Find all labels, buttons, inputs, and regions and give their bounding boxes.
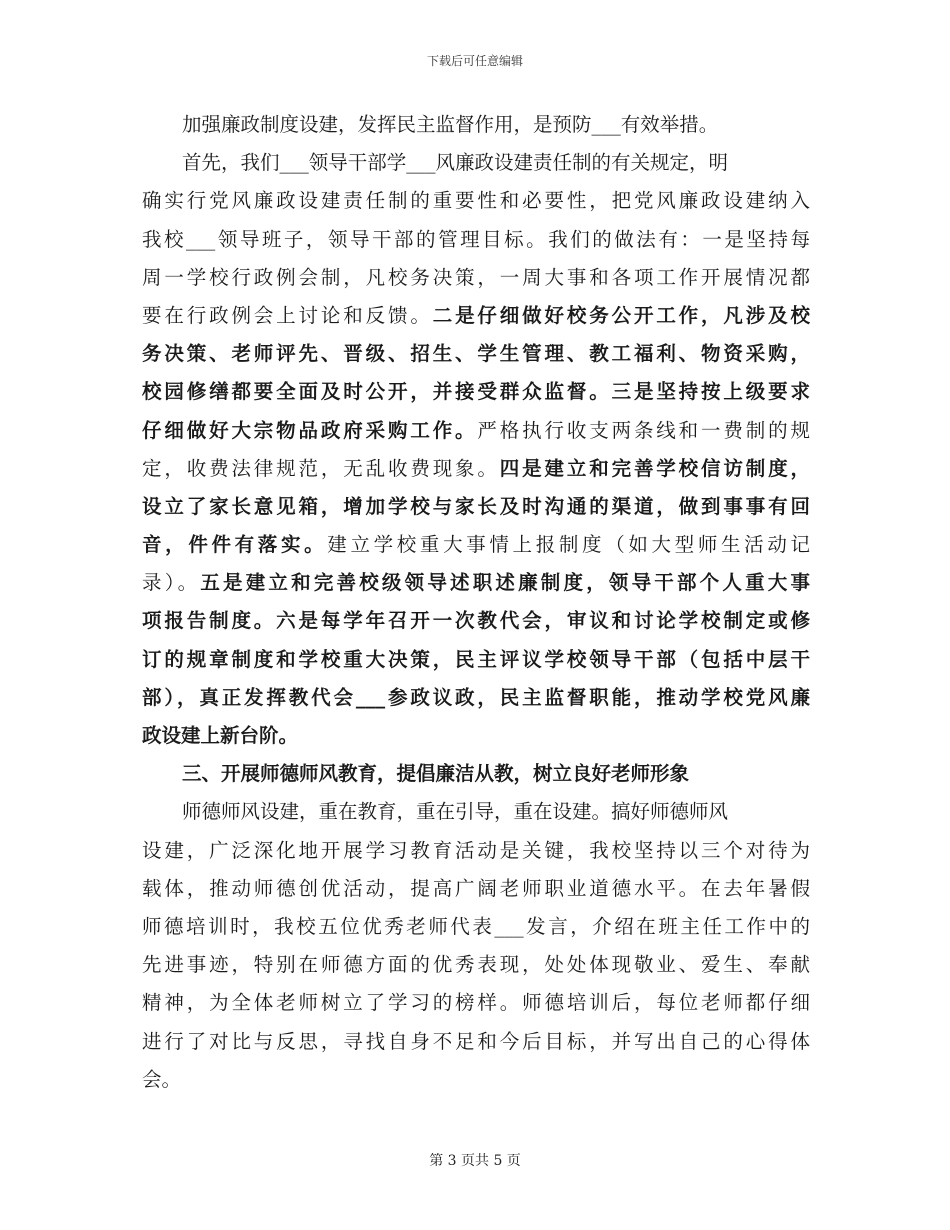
- text-line: 设立了家长意见箱，增加学校与家长及时沟通的渠道，做到事事有回: [142, 494, 810, 518]
- text-line: 确实行党风廉政设建责任制的重要性和必要性，把党风廉政设建纳入: [142, 189, 810, 213]
- text-line: 师德师风设建，重在教育，重在引导，重在设建。搞好师德师风: [182, 800, 729, 824]
- text-line: 会。: [142, 1067, 182, 1091]
- text-line: 周一学校行政例会制，凡校务决策，一周大事和各项工作开展情况都: [142, 265, 810, 289]
- bold-text-segment: 仔细做好大宗物品政府采购工作。: [142, 418, 478, 442]
- text-line: 首先，我们___领导干部学___风廉政设建责任制的有关规定，明: [182, 151, 729, 175]
- text-line: 进行了对比与反思，寻找自身不足和今后目标，并写出自己的心得体: [142, 1029, 810, 1053]
- text-line: 精神，为全体老师树立了学习的榜样。师德培训后，每位老师都仔细: [142, 991, 810, 1015]
- page-number: 第 3 页共 5 页: [429, 1153, 521, 1169]
- bold-text-segment: 二是仔细做好校务公开工作，凡涉及校: [432, 303, 810, 327]
- text-line: 设建，广泛深化地开展学习教育活动是关键，我校坚持以三个对待为: [142, 838, 810, 862]
- text-line: [142, 526, 810, 564]
- text-segment: 录）。: [142, 571, 201, 595]
- text-line: [142, 564, 810, 602]
- text-segment: 定，收费法律规范，无乱收费现象。: [142, 456, 500, 480]
- bold-text-segment: 音，件件有落实。: [142, 533, 328, 557]
- text-line: 订的规章制度和学校重大决策，民主评议学校领导干部（包括中层干: [142, 647, 810, 671]
- text-line: 部），真正发挥教代会___参政议政，民主监督职能，推动学校党风廉: [142, 685, 810, 709]
- text-line: 先进事迹，特别在师德方面的优秀表现，处处体现敬业、爱生、奉献: [142, 953, 810, 977]
- text-line: 我校___领导班子，领导干部的管理目标。我们的做法有：一是坚持每: [142, 227, 810, 251]
- text-line: [142, 297, 810, 335]
- page-header-note: 下载后可任意编辑: [426, 54, 523, 68]
- text-line: 务决策、老师评先、晋级、招生、学生管理、教工福利、物资采购，: [142, 342, 810, 366]
- text-line: 加强廉政制度设建，发挥民主监督作用，是预防___有效举措。: [182, 113, 719, 136]
- text-segment: 严格执行收支两条线和一费制的规: [477, 418, 810, 442]
- text-segment: 建立学校重大事情上报制度（如大型师生活动记: [327, 533, 810, 557]
- text-line: [142, 412, 810, 450]
- text-line: 校园修缮都要全面及时公开，并接受群众监督。三是坚持按上级要求: [142, 380, 810, 404]
- text-line: 政设建上新台阶。: [142, 724, 299, 747]
- bold-text-segment: 四是建立和完善学校信访制度，: [499, 456, 810, 480]
- document-body: [142, 106, 810, 1099]
- text-line: [142, 450, 810, 488]
- text-line: 三、开展师德师风教育，提倡廉洁从教，树立良好老师形象: [182, 762, 690, 786]
- text-line: 项报告制度。六是每学年召开一次教代会，审议和讨论学校制定或修: [142, 609, 810, 633]
- text-line: 载体，推动师德创优活动，提高广阔老师职业道德水平。在去年暑假: [142, 876, 810, 900]
- text-segment: 要在行政例会上讨论和反馈。: [142, 303, 433, 327]
- bold-text-segment: 五是建立和完善校级领导述职述廉制度，领导干部个人重大事: [200, 571, 810, 595]
- text-line: 师德培训时，我校五位优秀老师代表___发言，介绍在班主任工作中的: [142, 914, 810, 938]
